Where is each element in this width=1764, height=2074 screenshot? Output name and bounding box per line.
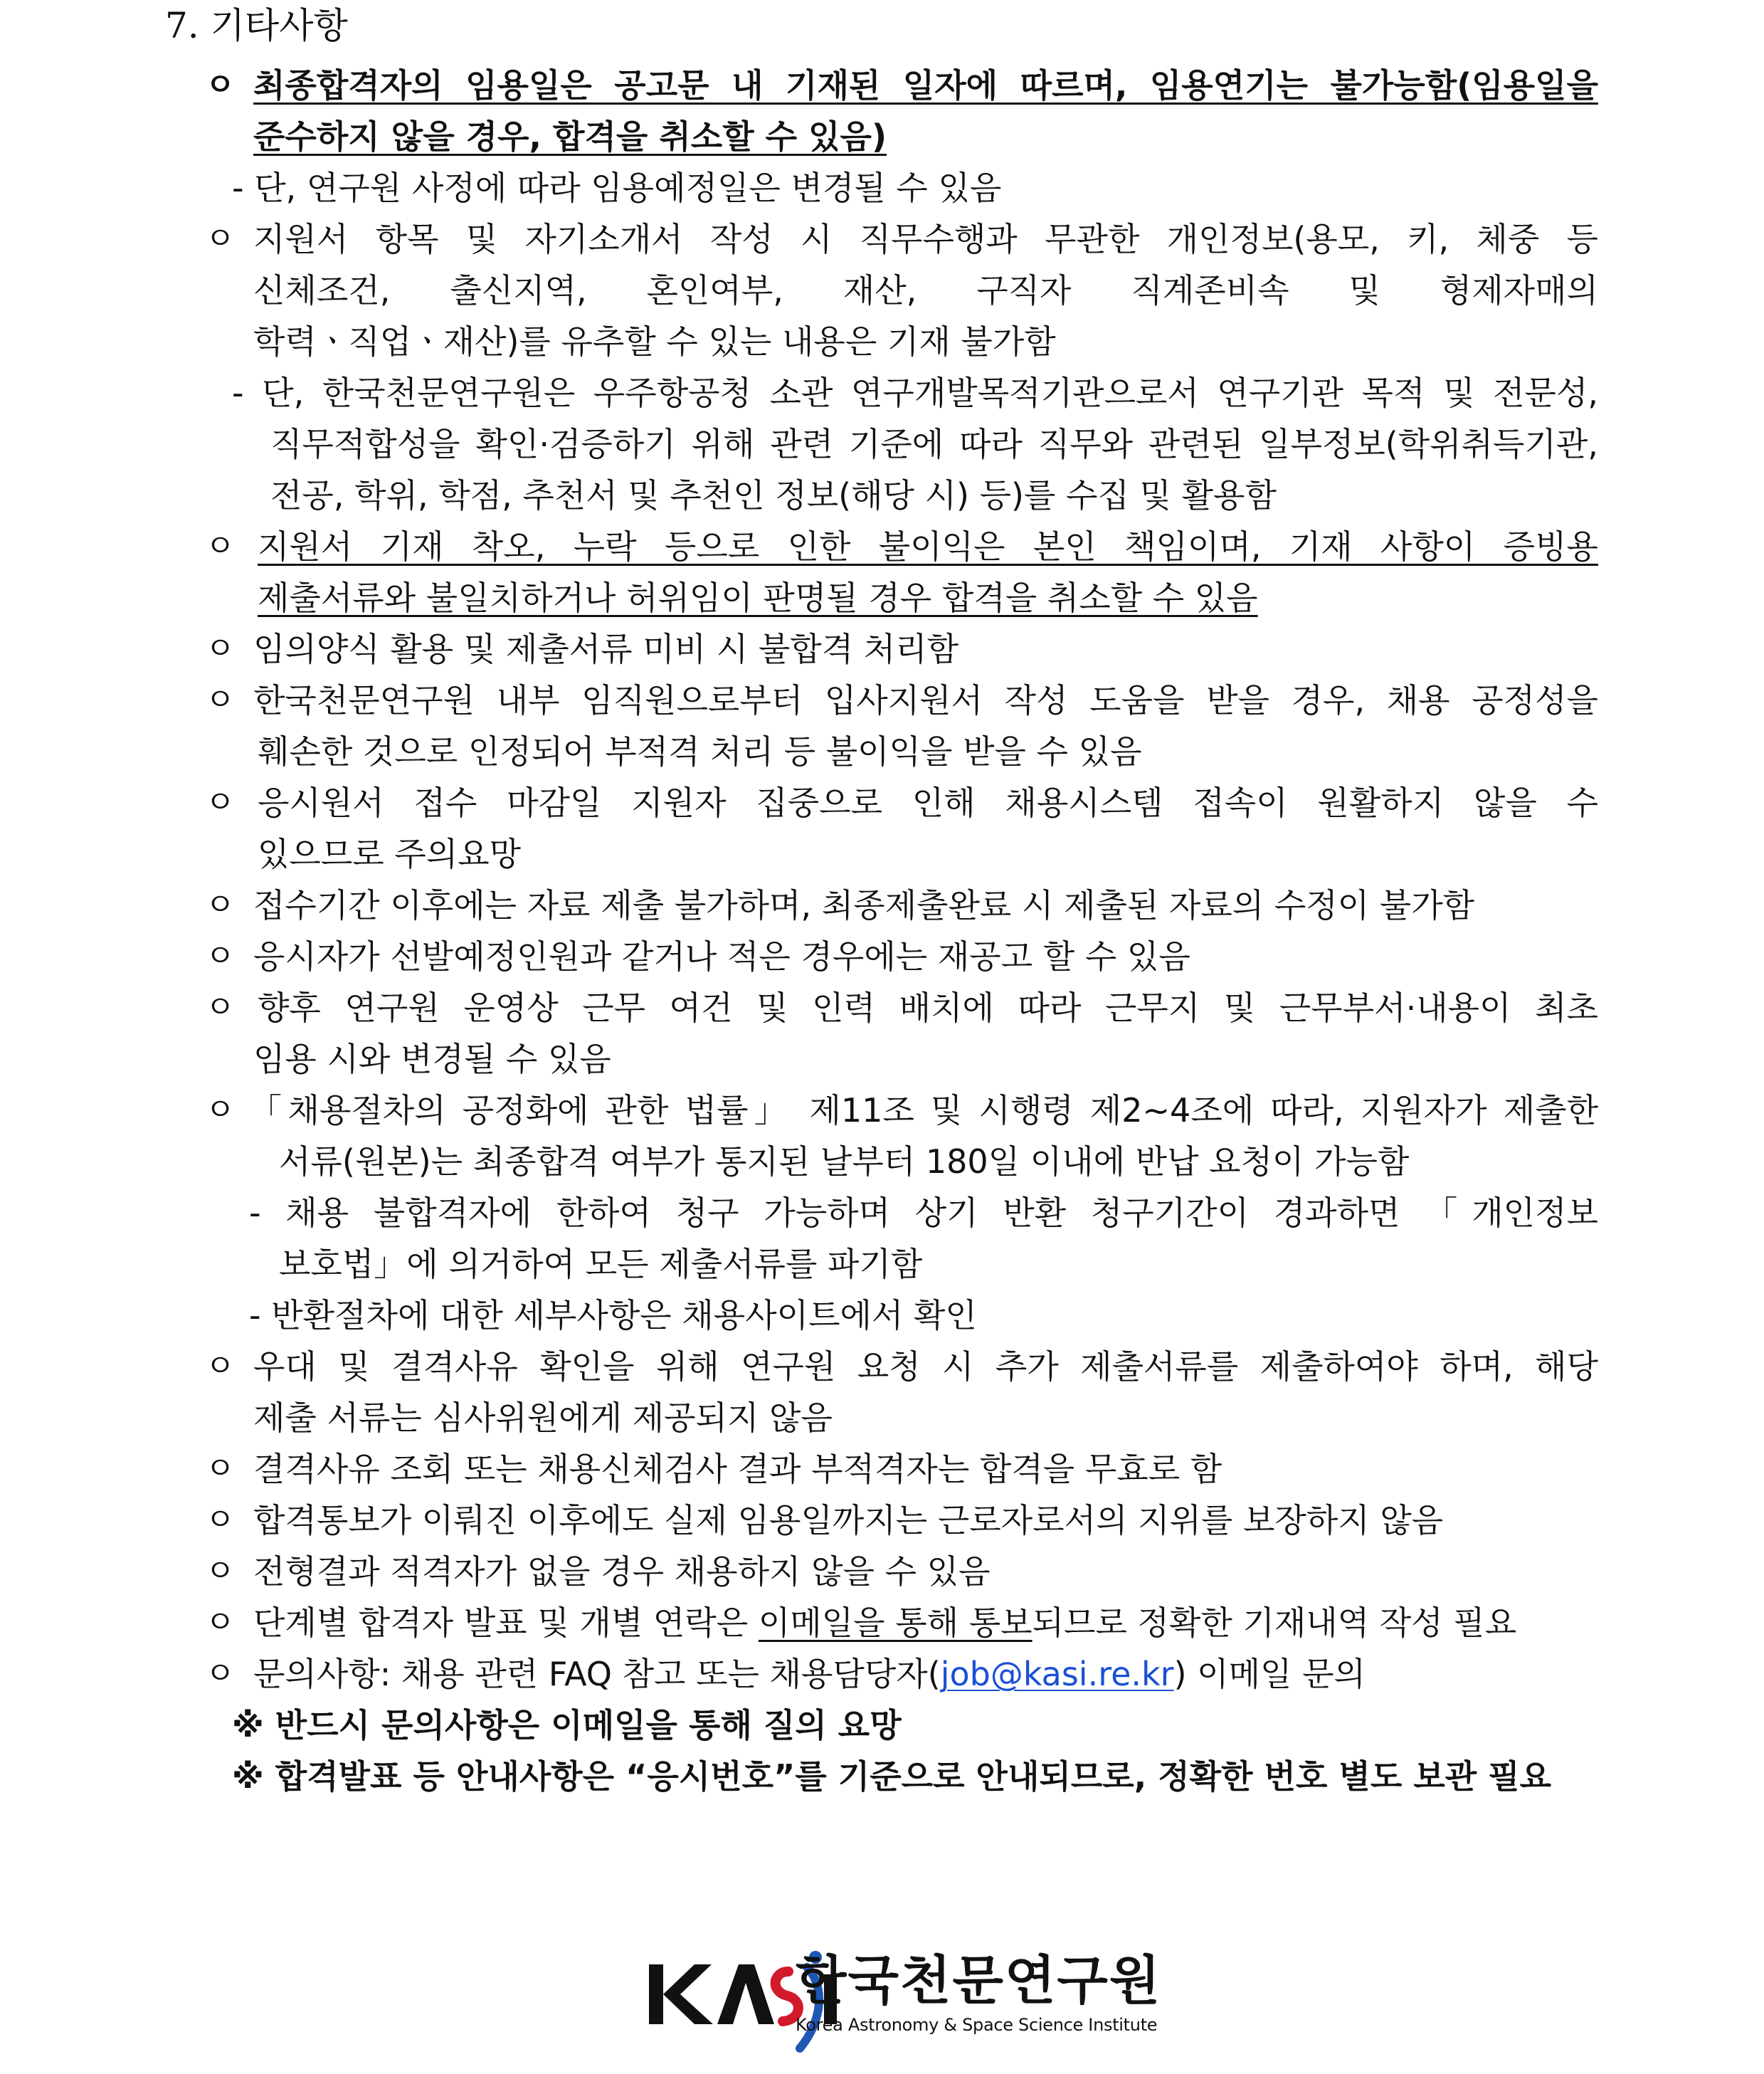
item-10-line-1: 「채용절차의 공정화에 관한 법률」 제11조 및 시행령 제2~4조에 따라, 지원자가 제출한 <box>249 1091 1598 1130</box>
institute-name-korean: 한국천문연구원 <box>796 1950 1162 2011</box>
item-2-line-3: 학력ㆍ직업ㆍ재산)를 유추할 수 있는 내용은 기재 불가함 <box>253 322 1056 361</box>
bullet-icon: ㅇ <box>205 887 236 923</box>
item-10-sub-2: - 반환절차에 대한 세부사항은 채용사이트에서 확인 <box>249 1296 977 1335</box>
item-14-line-1: 전형결과 적격자가 없을 경우 채용하지 않을 수 있음 <box>253 1552 991 1591</box>
item-9-line-1: 향후 연구원 운영상 근무 여건 및 인력 배치에 따라 근무지 및 근무부서·내용이 최초 <box>258 989 1598 1027</box>
item-3-line-1: 지원서 기재 착오, 누락 등으로 인한 불이익은 본인 책임이며, 기재 사항이 증빙용 <box>258 527 1598 566</box>
item-16-text-pre: 문의사항: 채용 관련 FAQ 참고 또는 채용담당자( <box>253 1655 941 1693</box>
item-3-line-2: 제출서류와 불일치하거나 허위임이 판명될 경우 합격을 취소할 수 있음 <box>258 579 1258 617</box>
bullet-icon: ㅇ <box>205 938 236 974</box>
item-9-line-2: 임용 시와 변경될 수 있음 <box>253 1040 611 1078</box>
item-1-line-2: 준수하지 않을 경우, 합격을 취소할 수 있음) <box>253 117 887 156</box>
item-10-line-2: 서류(원본)는 최종합격 여부가 통지된 날부터 180일 이내에 반납 요청이 가능함 <box>279 1142 1410 1181</box>
item-2-sub-line-3: 전공, 학위, 학점, 추천서 및 추천인 정보(해당 시) 등)를 수집 및 활용함 <box>270 476 1277 515</box>
bullet-icon: ㅇ <box>205 221 236 257</box>
item-11-line-1: 우대 및 결격사유 확인을 위해 연구원 요청 시 추가 제출서류를 제출하여야 하며, 해당 <box>253 1347 1598 1386</box>
item-2-sub-line-2: 직무적합성을 확인·검증하기 위해 관련 기준에 따라 직무와 관련된 일부정보(학위취득기관, <box>270 425 1598 463</box>
bullet-icon: ㅇ <box>205 67 236 103</box>
item-7-line-1: 접수기간 이후에는 자료 제출 불가하며, 최종제출완료 시 제출된 자료의 수정이 불가함 <box>253 886 1475 925</box>
bullet-icon: ㅇ <box>205 1604 236 1641</box>
section-title: 7. 기타사항 <box>165 5 348 46</box>
item-2-sub-line-1: - 단, 한국천문연구원은 우주항공청 소관 연구개발목적기관으로서 연구기관 목적 및 전문성, <box>232 374 1598 412</box>
bullet-icon: ㅇ <box>205 784 236 821</box>
item-16-text-post: ) 이메일 문의 <box>1173 1655 1366 1693</box>
item-15-text-underlined: 이메일을 통해 통보 <box>758 1604 1032 1642</box>
item-13-line-1: 합격통보가 이뤄진 이후에도 실제 임용일까지는 근로자로서의 지위를 보장하지 않음 <box>253 1501 1444 1539</box>
item-8-line-1: 응시자가 선발예정인원과 같거나 적은 경우에는 재공고 할 수 있음 <box>253 937 1190 976</box>
bullet-icon: ㅇ <box>205 1502 236 1538</box>
institute-name-english: Korea Astronomy & Space Science Institute <box>796 2015 1158 2035</box>
item-5-line-2: 훼손한 것으로 인정되어 부적격 처리 등 불이익을 받을 수 있음 <box>258 732 1142 771</box>
item-2-line-1: 지원서 항목 및 자기소개서 작성 시 직무수행과 무관한 개인정보(용모, 키, 체중 등 <box>253 220 1598 258</box>
bullet-icon: ㅇ <box>205 1092 236 1128</box>
contact-email-link[interactable]: job@kasi.re.kr <box>940 1655 1174 1693</box>
bullet-icon: ㅇ <box>205 1451 236 1487</box>
note-1: ※ 반드시 문의사항은 이메일을 통해 질의 요망 <box>232 1706 902 1744</box>
bullet-icon: ㅇ <box>205 682 236 718</box>
bullet-icon: ㅇ <box>205 989 236 1026</box>
item-12-line-1: 결격사유 조회 또는 채용신체검사 결과 부적격자는 합격을 무효로 함 <box>253 1450 1222 1488</box>
bullet-icon: ㅇ <box>205 631 236 667</box>
bullet-icon: ㅇ <box>205 1348 236 1384</box>
bullet-icon: ㅇ <box>205 1553 236 1589</box>
item-1-sub: - 단, 연구원 사정에 따라 임용예정일은 변경될 수 있음 <box>232 169 1002 207</box>
item-11-line-2: 제출 서류는 심사위원에게 제공되지 않음 <box>253 1399 833 1437</box>
bullet-icon: ㅇ <box>205 528 236 564</box>
item-10-sub-1-line-1: - 채용 불합격자에 한하여 청구 가능하며 상기 반환 청구기간이 경과하면 「개인정보 <box>249 1194 1598 1232</box>
item-15-line-1 <box>253 1597 1516 1648</box>
item-16-line-1 <box>253 1648 1366 1700</box>
note-2: ※ 합격발표 등 안내사항은 “응시번호”를 기준으로 안내되므로, 정확한 번호 별도 보관 필요 <box>232 1757 1552 1796</box>
item-6-line-1: 응시원서 접수 마감일 지원자 집중으로 인해 채용시스템 접속이 원활하지 않을 수 <box>258 784 1598 822</box>
item-4-line-1: 임의양식 활용 및 제출서류 미비 시 불합격 처리함 <box>253 630 959 668</box>
item-2-line-2: 신체조건, 출신지역, 혼인여부, 재산, 구직자 직계존비속 및 형제자매의 <box>253 271 1598 310</box>
item-10-sub-1-line-2: 보호법」에 의거하여 모든 제출서류를 파기함 <box>279 1245 923 1283</box>
bullet-icon: ㅇ <box>205 1655 236 1692</box>
item-15-text-pre: 단계별 합격자 발표 및 개별 연락은 <box>253 1604 759 1642</box>
item-15-text-post: 되므로 정확한 기재내역 작성 필요 <box>1032 1604 1517 1642</box>
item-6-line-2: 있으므로 주의요망 <box>258 835 522 873</box>
item-5-line-1: 한국천문연구원 내부 임직원으로부터 입사지원서 작성 도움을 받을 경우, 채용 공정성을 <box>253 681 1598 720</box>
item-1-line-1: 최종합격자의 임용일은 공고문 내 기재된 일자에 따르며, 임용연기는 불가능함(임용일을 <box>253 66 1598 105</box>
